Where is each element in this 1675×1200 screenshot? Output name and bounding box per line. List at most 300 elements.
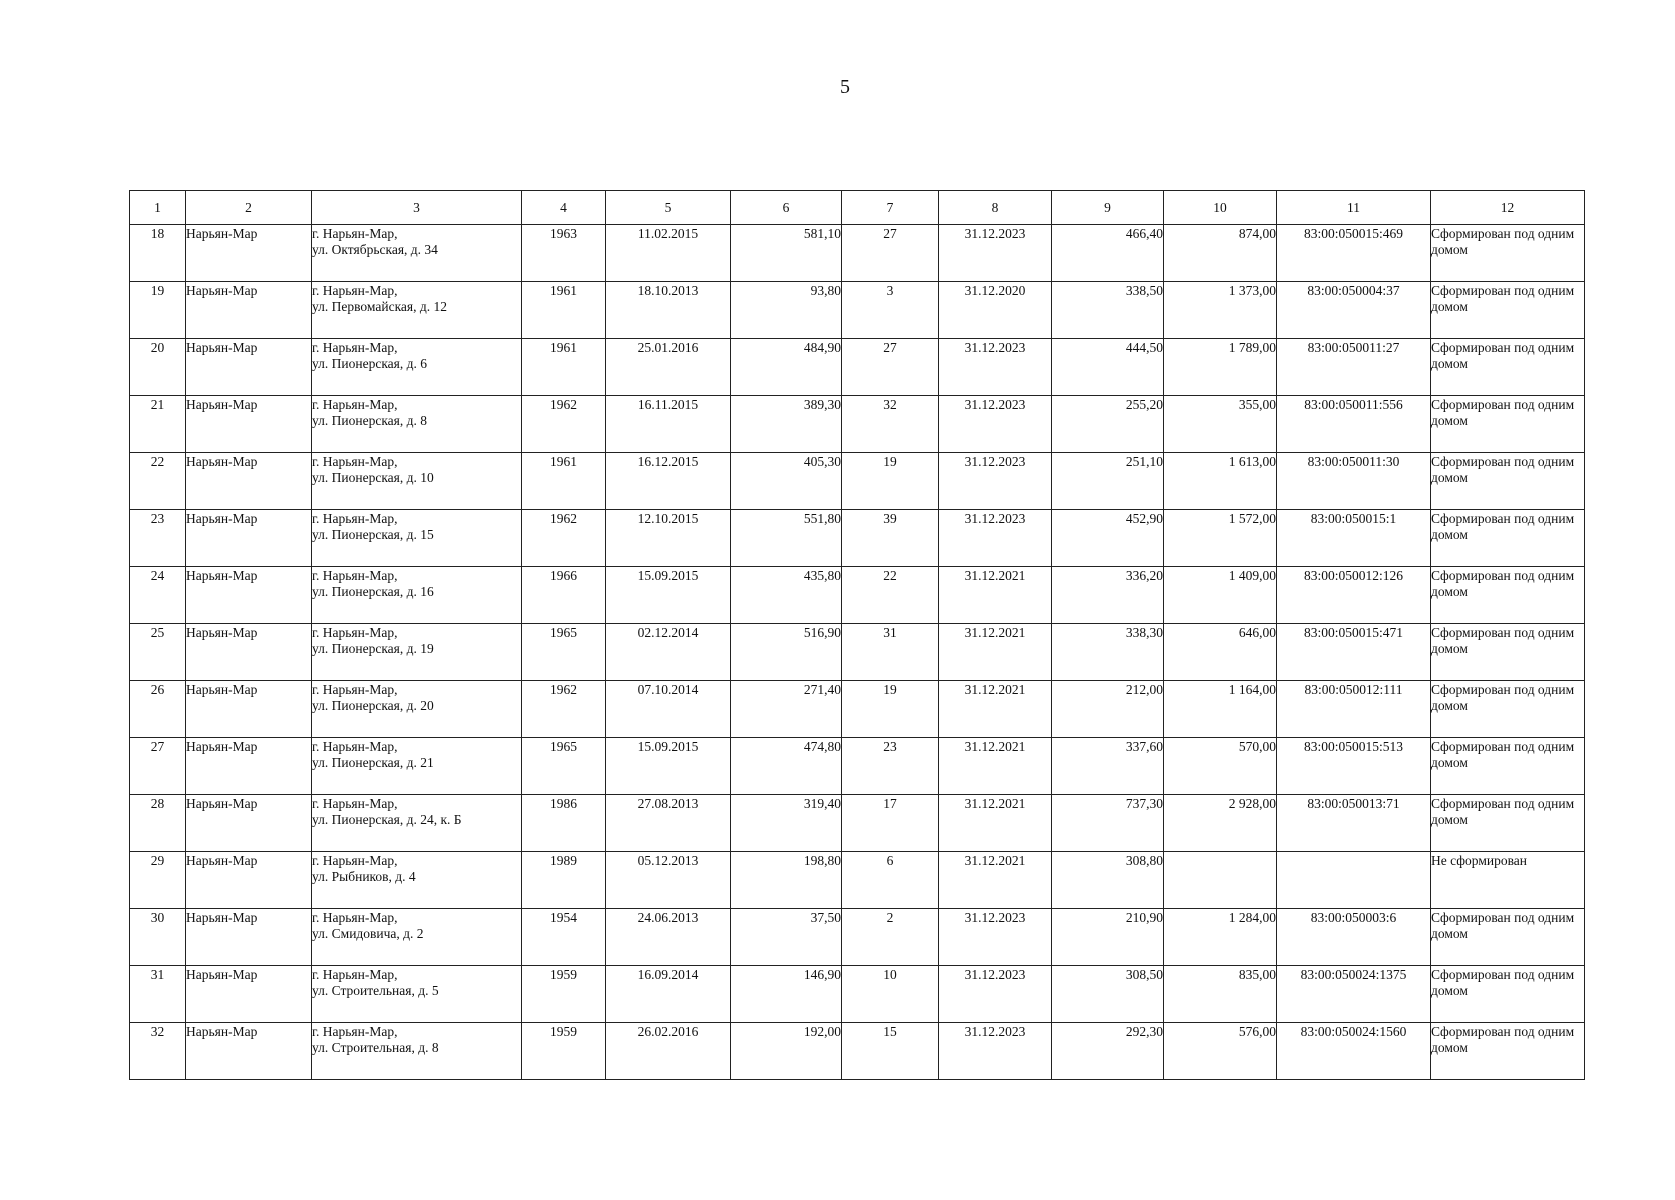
value-10-cell [1164, 795, 1277, 852]
area-cell [731, 510, 842, 567]
land-status-cell [1431, 852, 1585, 909]
value-10-cell [1164, 738, 1277, 795]
cadastral-number-cell [1277, 567, 1431, 624]
build-year-cell-text: 1961 [550, 283, 577, 298]
land-status-cell [1431, 339, 1585, 396]
value-9-cell [1052, 738, 1164, 795]
land-status-cell-text: Сформирован под одним домом [1431, 739, 1575, 770]
address-line-2: ул. Пионерская, д. 19 [312, 641, 434, 656]
land-status-cell [1431, 453, 1585, 510]
table-row [130, 225, 1585, 282]
area-cell-text: 405,30 [803, 454, 841, 469]
row-number-cell-text: 21 [150, 397, 165, 412]
residents-count-cell [842, 738, 939, 795]
cadastral-number-cell-text: 83:00:050004:37 [1307, 283, 1400, 298]
address-line-2: ул. Пионерская, д. 15 [312, 527, 434, 542]
area-cell [731, 453, 842, 510]
row-number-cell [130, 510, 186, 567]
address-line-1: г. Нарьян-Мар, [312, 910, 398, 925]
area-cell [731, 1023, 842, 1080]
address-line-1: г. Нарьян-Мар, [312, 739, 398, 754]
row-number-cell-text: 24 [150, 568, 165, 583]
cadastral-number-cell-text: 83:00:050024:1560 [1300, 1024, 1407, 1039]
settlement-cell-text: Нарьян-Мар [186, 682, 258, 697]
date-cell-text: 02.12.2014 [637, 625, 699, 640]
date-cell [606, 339, 731, 396]
deadline-cell-text: 31.12.2023 [964, 511, 1026, 526]
value-9-cell-text: 338,30 [1125, 625, 1163, 640]
row-number-cell [130, 909, 186, 966]
deadline-cell-text: 31.12.2023 [964, 397, 1026, 412]
settlement-cell-text: Нарьян-Мар [186, 568, 258, 583]
row-number-cell [130, 681, 186, 738]
residents-count-cell-text: 17 [883, 796, 897, 811]
cadastral-number-cell [1277, 795, 1431, 852]
address-cell [312, 795, 522, 852]
settlement-cell [186, 282, 312, 339]
address-cell [312, 852, 522, 909]
date-cell [606, 1023, 731, 1080]
date-cell-text: 15.09.2015 [637, 568, 699, 583]
date-cell [606, 510, 731, 567]
area-cell-text: 484,90 [803, 340, 841, 355]
land-status-cell-text: Сформирован под одним домом [1431, 511, 1575, 542]
address-cell [312, 225, 522, 282]
row-number-cell [130, 339, 186, 396]
residents-count-cell-text: 2 [886, 910, 894, 925]
value-10-cell-text: 570,00 [1238, 739, 1276, 754]
residents-count-cell-text: 39 [883, 511, 897, 526]
area-cell-text: 146,90 [803, 967, 841, 982]
area-cell-text: 37,50 [810, 910, 841, 925]
address-line-1: г. Нарьян-Мар, [312, 511, 398, 526]
build-year-cell-text: 1959 [550, 1024, 577, 1039]
settlement-cell [186, 339, 312, 396]
settlement-cell [186, 510, 312, 567]
address-line-2: ул. Пионерская, д. 24, к. Б [312, 812, 462, 827]
residents-count-cell-text: 31 [883, 625, 897, 640]
build-year-cell-text: 1989 [550, 853, 577, 868]
land-status-cell-text: Сформирован под одним домом [1431, 967, 1575, 998]
table-row [130, 567, 1585, 624]
value-10-cell-text: 1 164,00 [1228, 682, 1276, 697]
deadline-cell-text: 31.12.2020 [964, 283, 1026, 298]
date-cell [606, 225, 731, 282]
build-year-cell-text: 1962 [550, 682, 577, 697]
settlement-cell [186, 852, 312, 909]
cadastral-number-cell-text: 83:00:050015:471 [1303, 625, 1403, 640]
table-row [130, 339, 1585, 396]
row-number-cell-text: 19 [150, 283, 165, 298]
row-number-cell [130, 225, 186, 282]
area-cell-text: 389,30 [803, 397, 841, 412]
area-cell [731, 624, 842, 681]
value-9-cell [1052, 909, 1164, 966]
date-cell [606, 453, 731, 510]
address-line-2: ул. Пионерская, д. 10 [312, 470, 434, 485]
area-cell [731, 339, 842, 396]
build-year-cell [522, 681, 606, 738]
row-number-cell-text: 28 [150, 796, 165, 811]
value-9-cell [1052, 681, 1164, 738]
cadastral-number-cell [1277, 681, 1431, 738]
value-10-cell-text: 1 789,00 [1228, 340, 1276, 355]
row-number-cell-text: 25 [150, 625, 165, 640]
residents-count-cell [842, 510, 939, 567]
table-row [130, 795, 1585, 852]
cadastral-number-cell-text: 83:00:050011:556 [1304, 397, 1403, 412]
build-year-cell-text: 1954 [550, 910, 577, 925]
land-status-cell [1431, 1023, 1585, 1080]
address-cell [312, 510, 522, 567]
deadline-cell-text: 31.12.2023 [964, 967, 1026, 982]
settlement-cell-text: Нарьян-Мар [186, 739, 258, 754]
residents-count-cell [842, 453, 939, 510]
date-cell-text: 18.10.2013 [637, 283, 699, 298]
value-9-cell-text: 737,30 [1125, 796, 1163, 811]
deadline-cell [939, 966, 1052, 1023]
settlement-cell-text: Нарьян-Мар [186, 910, 258, 925]
date-cell-text: 16.11.2015 [637, 397, 699, 412]
residents-count-cell [842, 396, 939, 453]
value-10-cell-text: 1 373,00 [1228, 283, 1276, 298]
build-year-cell-text: 1963 [550, 226, 577, 241]
residents-count-cell [842, 225, 939, 282]
address-line-1: г. Нарьян-Мар, [312, 1024, 398, 1039]
area-cell [731, 681, 842, 738]
date-cell-text: 11.02.2015 [637, 226, 699, 241]
land-status-cell [1431, 567, 1585, 624]
deadline-cell-text: 31.12.2021 [964, 625, 1026, 640]
value-9-cell [1052, 225, 1164, 282]
residents-count-cell-text: 32 [883, 397, 897, 412]
address-cell [312, 681, 522, 738]
table-row [130, 510, 1585, 567]
land-status-cell-text: Сформирован под одним домом [1431, 796, 1575, 827]
address-cell [312, 966, 522, 1023]
value-9-cell-text: 251,10 [1125, 454, 1163, 469]
residents-count-cell-text: 27 [883, 340, 897, 355]
value-10-cell-text: 1 409,00 [1228, 568, 1276, 583]
value-10-cell [1164, 909, 1277, 966]
build-year-cell [522, 624, 606, 681]
residents-count-cell [842, 966, 939, 1023]
cadastral-number-cell [1277, 738, 1431, 795]
cadastral-number-cell [1277, 1023, 1431, 1080]
area-cell-text: 192,00 [803, 1024, 841, 1039]
deadline-cell [939, 282, 1052, 339]
address-line-2: ул. Пионерская, д. 20 [312, 698, 434, 713]
table-row [130, 453, 1585, 510]
build-year-cell-text: 1966 [550, 568, 577, 583]
column-header: 6 [731, 191, 842, 225]
value-10-cell-text: 874,00 [1238, 226, 1276, 241]
address-line-1: г. Нарьян-Мар, [312, 796, 398, 811]
land-status-cell-text: Сформирован под одним домом [1431, 397, 1575, 428]
settlement-cell [186, 624, 312, 681]
build-year-cell [522, 225, 606, 282]
build-year-cell [522, 738, 606, 795]
land-status-cell-text: Не сформирован [1431, 853, 1527, 868]
land-status-cell [1431, 966, 1585, 1023]
residents-count-cell [842, 282, 939, 339]
build-year-cell-text: 1959 [550, 967, 577, 982]
cadastral-number-cell-text: 83:00:050012:111 [1304, 682, 1403, 697]
address-line-2: ул. Октябрьская, д. 34 [312, 242, 438, 257]
value-10-cell [1164, 453, 1277, 510]
column-header: 3 [312, 191, 522, 225]
cadastral-number-cell-text: 83:00:050012:126 [1303, 568, 1403, 583]
address-line-1: г. Нарьян-Мар, [312, 454, 398, 469]
row-number-cell-text: 26 [150, 682, 165, 697]
value-10-cell-text: 1 572,00 [1228, 511, 1276, 526]
column-header: 5 [606, 191, 731, 225]
value-10-cell-text: 355,00 [1238, 397, 1276, 412]
column-header: 12 [1431, 191, 1585, 225]
land-status-cell [1431, 282, 1585, 339]
land-status-cell-text: Сформирован под одним домом [1431, 226, 1575, 257]
cadastral-number-cell-text: 83:00:050015:1 [1310, 511, 1397, 526]
date-cell-text: 15.09.2015 [637, 739, 699, 754]
date-cell [606, 681, 731, 738]
value-10-cell [1164, 681, 1277, 738]
build-year-cell [522, 1023, 606, 1080]
deadline-cell-text: 31.12.2023 [964, 1024, 1026, 1039]
build-year-cell-text: 1961 [550, 454, 577, 469]
row-number-cell-text: 23 [150, 511, 165, 526]
area-cell-text: 435,80 [803, 568, 841, 583]
residents-count-cell-text: 6 [886, 853, 894, 868]
value-9-cell [1052, 795, 1164, 852]
area-cell [731, 738, 842, 795]
build-year-cell [522, 909, 606, 966]
value-9-cell-text: 337,60 [1125, 739, 1163, 754]
address-cell [312, 567, 522, 624]
settlement-cell [186, 453, 312, 510]
value-10-cell [1164, 396, 1277, 453]
column-header: 4 [522, 191, 606, 225]
value-9-cell [1052, 453, 1164, 510]
settlement-cell [186, 396, 312, 453]
deadline-cell [939, 681, 1052, 738]
residents-count-cell-text: 22 [883, 568, 897, 583]
value-9-cell-text: 255,20 [1125, 397, 1163, 412]
date-cell [606, 795, 731, 852]
area-cell [731, 567, 842, 624]
row-number-cell-text: 30 [150, 910, 165, 925]
value-10-cell [1164, 510, 1277, 567]
deadline-cell-text: 31.12.2023 [964, 454, 1026, 469]
value-9-cell-text: 452,90 [1125, 511, 1163, 526]
residents-count-cell [842, 1023, 939, 1080]
row-number-cell-text: 31 [150, 967, 165, 982]
deadline-cell-text: 31.12.2021 [964, 682, 1026, 697]
land-status-cell [1431, 225, 1585, 282]
date-cell-text: 26.02.2016 [637, 1024, 699, 1039]
table-row [130, 282, 1585, 339]
area-cell-text: 198,80 [803, 853, 841, 868]
value-10-cell [1164, 567, 1277, 624]
address-line-2: ул. Пионерская, д. 16 [312, 584, 434, 599]
page-number: 5 [840, 76, 850, 98]
cadastral-number-cell [1277, 225, 1431, 282]
deadline-cell [939, 396, 1052, 453]
date-cell [606, 852, 731, 909]
cadastral-number-cell [1277, 852, 1431, 909]
date-cell [606, 624, 731, 681]
area-cell-text: 271,40 [803, 682, 841, 697]
residents-count-cell-text: 3 [886, 283, 894, 298]
row-number-cell-text: 29 [150, 853, 165, 868]
deadline-cell [939, 339, 1052, 396]
address-line-1: г. Нарьян-Мар, [312, 340, 398, 355]
residents-count-cell-text: 19 [883, 454, 897, 469]
value-9-cell [1052, 1023, 1164, 1080]
date-cell [606, 909, 731, 966]
address-cell [312, 396, 522, 453]
row-number-cell [130, 852, 186, 909]
address-cell [312, 909, 522, 966]
row-number-cell [130, 795, 186, 852]
area-cell [731, 852, 842, 909]
address-line-2: ул. Пионерская, д. 21 [312, 755, 434, 770]
residents-count-cell-text: 19 [883, 682, 897, 697]
cadastral-number-cell-text: 83:00:050015:513 [1303, 739, 1403, 754]
table-row [130, 852, 1585, 909]
value-9-cell-text: 308,50 [1125, 967, 1163, 982]
build-year-cell [522, 282, 606, 339]
residents-count-cell [842, 681, 939, 738]
cadastral-number-cell-text: 83:00:050024:1375 [1300, 967, 1407, 982]
settlement-cell [186, 966, 312, 1023]
cadastral-number-cell [1277, 282, 1431, 339]
settlement-cell [186, 1023, 312, 1080]
value-10-cell-text: 576,00 [1238, 1024, 1276, 1039]
value-10-cell [1164, 225, 1277, 282]
build-year-cell-text: 1961 [550, 340, 577, 355]
settlement-cell [186, 225, 312, 282]
area-cell [731, 966, 842, 1023]
address-line-1: г. Нарьян-Мар, [312, 226, 398, 241]
value-9-cell-text: 466,40 [1125, 226, 1163, 241]
residents-count-cell-text: 10 [883, 967, 897, 982]
date-cell [606, 738, 731, 795]
column-header: 7 [842, 191, 939, 225]
build-year-cell-text: 1965 [550, 625, 577, 640]
cadastral-number-cell-text: 83:00:050011:27 [1307, 340, 1400, 355]
residents-count-cell [842, 624, 939, 681]
date-cell-text: 07.10.2014 [637, 682, 699, 697]
date-cell-text: 24.06.2013 [637, 910, 699, 925]
build-year-cell [522, 567, 606, 624]
date-cell [606, 966, 731, 1023]
date-cell-text: 05.12.2013 [637, 853, 699, 868]
value-9-cell [1052, 852, 1164, 909]
settlement-cell-text: Нарьян-Мар [186, 967, 258, 982]
deadline-cell [939, 738, 1052, 795]
address-line-1: г. Нарьян-Мар, [312, 682, 398, 697]
land-status-cell-text: Сформирован под одним домом [1431, 1024, 1575, 1055]
cadastral-number-cell [1277, 339, 1431, 396]
settlement-cell-text: Нарьян-Мар [186, 340, 258, 355]
cadastral-number-cell [1277, 453, 1431, 510]
value-10-cell [1164, 624, 1277, 681]
residents-count-cell [842, 852, 939, 909]
column-header: 9 [1052, 191, 1164, 225]
land-status-cell [1431, 396, 1585, 453]
area-cell-text: 474,80 [803, 739, 841, 754]
address-line-2: ул. Пионерская, д. 8 [312, 413, 428, 428]
column-header: 10 [1164, 191, 1277, 225]
land-status-cell [1431, 738, 1585, 795]
cadastral-number-cell-text: 83:00:050011:30 [1307, 454, 1400, 469]
land-status-cell [1431, 795, 1585, 852]
date-cell-text: 12.10.2015 [637, 511, 699, 526]
settlement-cell [186, 738, 312, 795]
land-status-cell-text: Сформирован под одним домом [1431, 283, 1575, 314]
deadline-cell-text: 31.12.2023 [964, 910, 1026, 925]
cadastral-number-cell-text [1277, 852, 1430, 853]
land-status-cell-text: Сформирован под одним домом [1431, 340, 1575, 371]
area-cell-text: 551,80 [803, 511, 841, 526]
build-year-cell-text: 1965 [550, 739, 577, 754]
deadline-cell-text: 31.12.2021 [964, 853, 1026, 868]
value-9-cell [1052, 567, 1164, 624]
row-number-cell [130, 966, 186, 1023]
land-status-cell-text: Сформирован под одним домом [1431, 682, 1575, 713]
deadline-cell-text: 31.12.2021 [964, 739, 1026, 754]
value-9-cell-text: 444,50 [1125, 340, 1163, 355]
build-year-cell-text: 1962 [550, 397, 577, 412]
deadline-cell-text: 31.12.2023 [964, 226, 1026, 241]
cadastral-number-cell-text: 83:00:050003:6 [1310, 910, 1397, 925]
row-number-cell [130, 1023, 186, 1080]
header-row [130, 191, 1585, 225]
value-10-cell-text: 1 284,00 [1228, 910, 1276, 925]
value-10-cell [1164, 1023, 1277, 1080]
cadastral-number-cell [1277, 624, 1431, 681]
table-row [130, 909, 1585, 966]
value-10-cell [1164, 282, 1277, 339]
cadastral-number-cell [1277, 966, 1431, 1023]
land-status-cell-text: Сформирован под одним домом [1431, 568, 1575, 599]
table-row [130, 681, 1585, 738]
residents-count-cell-text: 23 [883, 739, 897, 754]
value-9-cell-text: 292,30 [1125, 1024, 1163, 1039]
settlement-cell-text: Нарьян-Мар [186, 796, 258, 811]
value-10-cell-text: 835,00 [1238, 967, 1276, 982]
deadline-cell-text: 31.12.2023 [964, 340, 1026, 355]
value-9-cell [1052, 282, 1164, 339]
land-status-cell [1431, 624, 1585, 681]
land-status-cell [1431, 681, 1585, 738]
area-cell [731, 225, 842, 282]
area-cell-text: 319,40 [803, 796, 841, 811]
value-9-cell-text: 212,00 [1125, 682, 1163, 697]
address-cell [312, 453, 522, 510]
deadline-cell [939, 795, 1052, 852]
address-line-2: ул. Строительная, д. 8 [312, 1040, 439, 1055]
cadastral-number-cell [1277, 510, 1431, 567]
deadline-cell [939, 453, 1052, 510]
value-10-cell-text [1164, 852, 1276, 853]
row-number-cell [130, 738, 186, 795]
residents-count-cell [842, 795, 939, 852]
address-line-2: ул. Строительная, д. 5 [312, 983, 439, 998]
land-status-cell-text: Сформирован под одним домом [1431, 625, 1575, 656]
settlement-cell-text: Нарьян-Мар [186, 625, 258, 640]
row-number-cell-text: 20 [150, 340, 165, 355]
